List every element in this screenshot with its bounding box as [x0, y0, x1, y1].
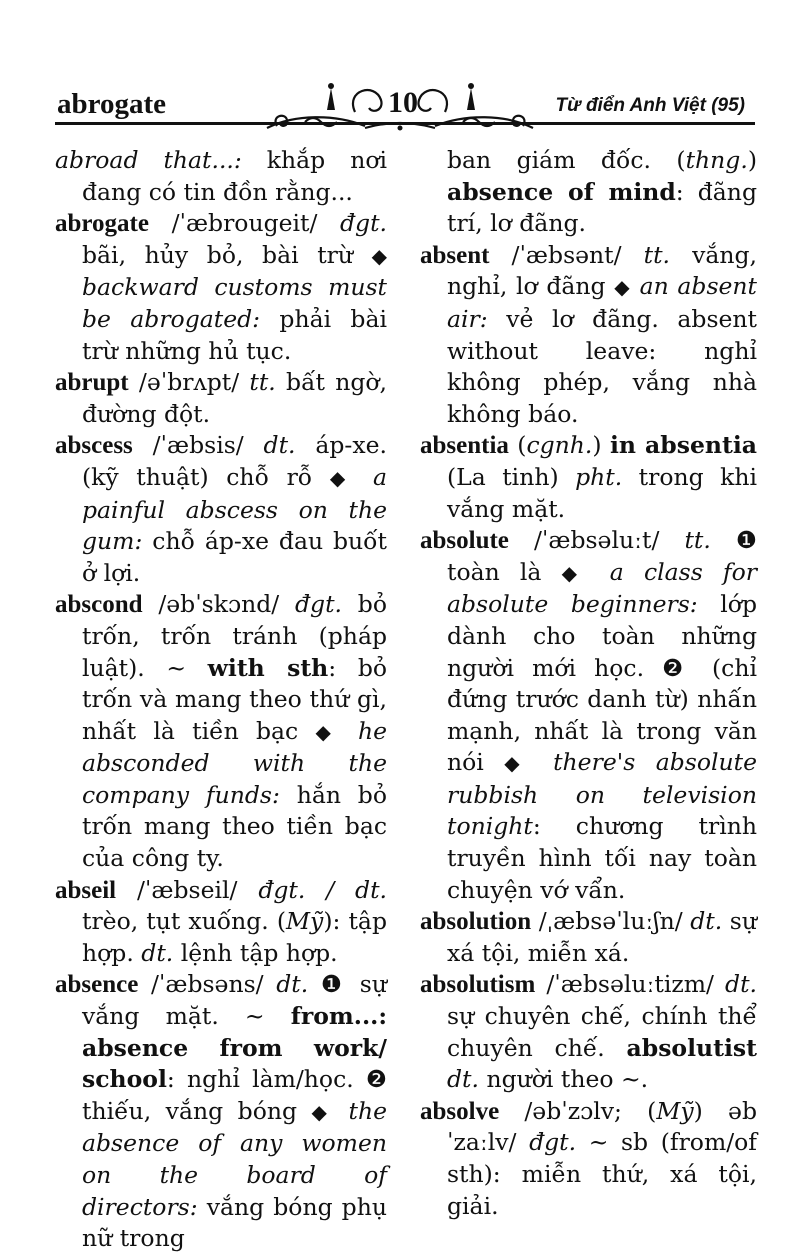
definition-text: áp-xe. (kỹ thuật) chỗ rỗ — [82, 431, 387, 491]
italic-label: dt. — [447, 1065, 479, 1094]
bold-phrase: absence of mind — [447, 177, 676, 206]
dictionary-entry — [55, 208, 387, 367]
italic-label: đgt. — [529, 1128, 577, 1157]
definition-text: vắng bóng phụ nữ trong — [82, 1192, 387, 1253]
dictionary-entry — [55, 969, 387, 1254]
definition-text: ❶ toàn là — [447, 526, 757, 586]
headword: absolutism — [420, 971, 536, 999]
dictionary-entry — [420, 430, 757, 525]
headword: absentia — [420, 432, 509, 460]
italic-label: Mỹ — [286, 907, 324, 936]
definition-text: ( — [508, 431, 527, 460]
italic-label: dt. — [276, 970, 309, 999]
page-number: 10 — [388, 86, 418, 119]
italic-label: đgt. / dt. — [258, 875, 387, 904]
definition-text: ) — [592, 431, 610, 460]
definition-text: hắn bỏ trốn mang theo tiền bạc của công ty. — [82, 780, 387, 873]
definition-text: ~ sb (from/of sth): miễn thứ, xá tội, giải. — [447, 1128, 758, 1220]
definition-text: người theo ~. — [478, 1065, 649, 1094]
example-text: a painful abscess on the gum: — [82, 462, 387, 556]
bold-phrase: with sth — [207, 653, 329, 682]
definition-text: chỗ áp-xe đau buốt ở lợi. — [82, 527, 387, 587]
diamond-bullet-icon: ◆ — [329, 465, 356, 490]
definition-text: ban giám đốc. ( — [447, 146, 686, 174]
book-title: Từ điển Anh Việt (95) — [555, 95, 745, 116]
definition-text: /ˌæbsəˈluːʃn/ — [531, 907, 691, 936]
headword: absolution — [420, 908, 532, 936]
definition-text: sự chuyên chế, chính thể chuyên chế. — [447, 1002, 757, 1062]
italic-label: Mỹ — [656, 1096, 694, 1125]
headword: abrupt — [55, 369, 129, 397]
definition-text: trèo, tụt xuống. ( — [82, 907, 286, 936]
italic-label: cgnh. — [526, 431, 593, 460]
definition-text: sự xá tội, miễn xá. — [447, 907, 757, 967]
italic-label: tt. — [684, 526, 711, 555]
headword: absolve — [420, 1097, 500, 1125]
diamond-bullet-icon: ◆ — [311, 1099, 334, 1124]
definition-text: /ˈæbseil/ — [116, 875, 259, 904]
dictionary-entry — [55, 145, 387, 208]
dictionary-entry — [55, 367, 387, 430]
example-text: an absent air: — [447, 272, 757, 333]
headword: abrogate — [55, 210, 149, 238]
definition-text: bất ngờ, đường đột. — [82, 368, 387, 428]
definition-text: vắng, nghỉ, lơ đãng — [447, 240, 758, 301]
italic-label: tt. — [643, 240, 670, 269]
headword: abseil — [55, 876, 117, 904]
headword: absent — [420, 241, 490, 269]
italic-label: đgt. — [295, 590, 343, 619]
definition-text: /əˈbrʌpt/ — [128, 368, 250, 397]
definition-text: : nghỉ làm/học. ❷ thiếu, vắng bóng — [82, 1065, 387, 1125]
headword: absence — [55, 971, 139, 999]
definition-text: ) əbˈzaːlv/ — [447, 1096, 757, 1157]
headword: abscond — [55, 591, 143, 619]
definition-text: (La tinh) — [447, 462, 576, 491]
bold-phrase: absolutist — [626, 1033, 757, 1062]
page-header — [0, 0, 800, 140]
definition-text: ) — [747, 146, 757, 174]
diamond-bullet-icon: ◆ — [561, 560, 590, 585]
dictionary-entry — [55, 430, 387, 589]
definition-text: phải bài trừ những hủ tục. — [82, 304, 387, 365]
diamond-bullet-icon: ◆ — [371, 243, 387, 268]
definition-text: bỏ trốn, trốn tránh (pháp luật). ~ — [82, 590, 387, 682]
italic-label: dt. — [141, 938, 174, 967]
right-column — [420, 145, 757, 1222]
diamond-bullet-icon: ◆ — [315, 719, 341, 744]
definition-text: : đãng trí, lơ đãng. — [447, 177, 757, 238]
headword: absolute — [420, 527, 509, 555]
diamond-bullet-icon: ◆ — [614, 275, 631, 300]
dictionary-entry — [420, 145, 757, 240]
dictionary-entry — [420, 240, 757, 431]
dictionary-entry — [55, 589, 387, 874]
dictionary-entry — [420, 969, 757, 1095]
definition-text: /ˈæbsəluːt/ — [508, 526, 685, 555]
definition-text: /əbˈskɔnd/ — [142, 590, 296, 619]
definition-text: : chương trình truyền hình tối nay toàn chuyện vớ vẩn. — [447, 812, 757, 904]
definition-text: lệnh tập hợp. — [173, 938, 338, 967]
definition-text: khắp nơi đang có tin đồn rằng... — [82, 146, 387, 206]
italic-label: dt. — [263, 431, 296, 460]
example-text: backward customs must be abrogated: — [82, 273, 387, 333]
definition-text: /ˈæbsəluːtizm/ — [535, 970, 726, 999]
italic-label: dt. — [725, 970, 757, 999]
headword: abscess — [55, 432, 133, 460]
definition-text: vẻ lơ đãng. absent without leave: nghỉ không phép, vắng nhà không báo. — [447, 304, 757, 428]
dictionary-entry — [420, 525, 757, 906]
definition-text: /ˈæbsənt/ — [489, 240, 644, 269]
definition-text: ❶ sự vắng mặt. ~ — [82, 970, 388, 1031]
example-text: abroad that...: — [55, 146, 242, 174]
dictionary-entry — [420, 906, 757, 969]
italic-label: dt. — [690, 907, 723, 936]
definition-text: bãi, hủy bỏ, bài trừ — [82, 240, 372, 269]
definition-text: /ˈæbrougeit/ — [148, 209, 340, 238]
dictionary-entry — [55, 875, 387, 970]
italic-label: tt. — [249, 368, 276, 397]
left-column — [55, 145, 387, 1255]
definition-text: /ˈæbsis/ — [132, 431, 264, 460]
definition-text: /əbˈzɔlv; ( — [499, 1096, 657, 1125]
bold-phrase: in absentia — [609, 431, 757, 460]
bold-phrase: from...: absence from work/ school — [82, 1002, 387, 1094]
italic-label: đgt. — [340, 209, 387, 238]
definition-text: lớp dành cho toàn những người mới học. ❷ (chỉ đứng trước danh từ) nhấn mạnh, nhất là trong văn nói — [447, 590, 757, 777]
example-text: he absconded with the company funds: — [82, 716, 387, 809]
definition-text: : bỏ trốn và mang theo thứ gì, nhất là tiền bạc — [82, 653, 388, 745]
example-text: a class for absolute beginners: — [447, 557, 757, 619]
definition-text: trong khi vắng mặt. — [447, 462, 757, 523]
example-text: the absence of any women on the board of directors: — [82, 1096, 387, 1221]
example-text: there's absolute rubbish on television tonight — [447, 748, 757, 841]
italic-label: pht. — [575, 462, 623, 491]
definition-text: ): tập hợp. — [82, 907, 387, 967]
diamond-bullet-icon: ◆ — [504, 751, 533, 776]
italic-label: thng. — [685, 146, 748, 174]
guide-word: abrogate — [57, 88, 167, 120]
dictionary-entry — [420, 1096, 757, 1222]
header-rule — [55, 122, 755, 125]
definition-text: /ˈæbsəns/ — [138, 970, 277, 999]
